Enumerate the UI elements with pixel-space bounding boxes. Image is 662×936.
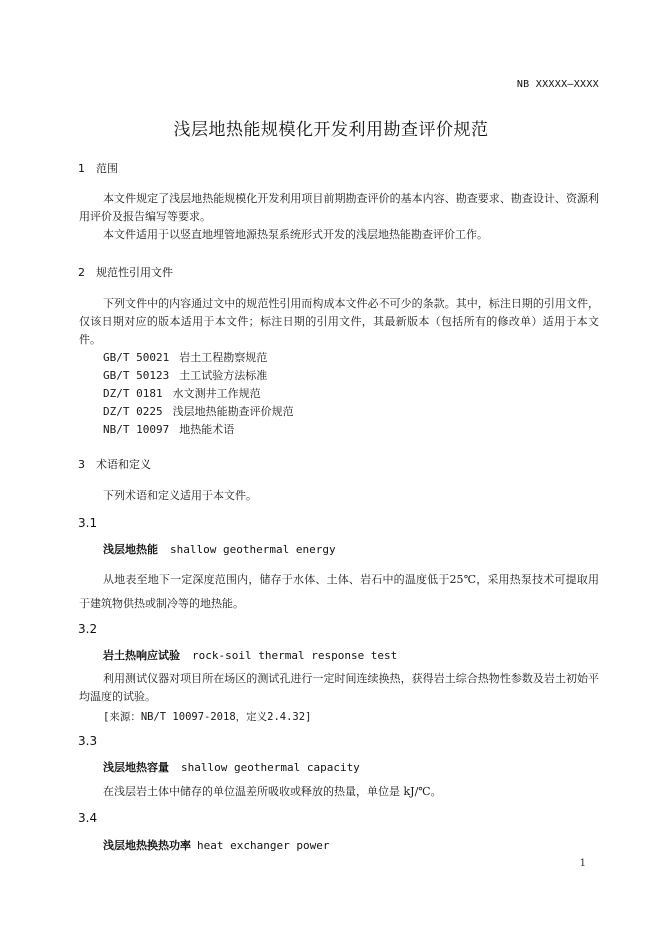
section-number: 3 <box>78 458 85 471</box>
reference-code: DZ/T 0181 <box>103 387 163 400</box>
term-chinese: 浅层地热容量 <box>103 761 169 774</box>
standard-code: NB XXXXX—XXXX <box>516 79 599 90</box>
term-3-1-definition: 从地表至地下一定深度范围内，储存于水体、土体、岩石中的温度低于25℃，采用热泵技术可提取用于建筑物供热或制冷等的地热能。 <box>79 573 599 610</box>
reference-code: GB/T 50021 <box>103 351 170 364</box>
scope-paragraph-2: 本文件适用于以竖直地埋管地源热泵系统形式开发的浅层地热能勘查评价工作。 <box>103 228 488 241</box>
section-title: 规范性引用文件 <box>96 266 173 279</box>
reference-name: 地热能术语 <box>179 423 235 436</box>
section-title: 术语和定义 <box>96 458 151 471</box>
normative-refs-intro: 下列文件中的内容通过文中的规范性引用而构成本文件必不可少的条款。其中，标注日期的引用文件，仅该日期对应的版本适用于本文件；标注日期的引用文件，其最新版本（包括所有的修改单）适用于本文件。 <box>79 297 599 346</box>
term-3-4 <box>103 837 329 853</box>
term-3-4-number: 3.4 <box>78 811 98 825</box>
reference-code: NB/T 10097 <box>103 423 170 436</box>
section-title: 范围 <box>96 162 118 175</box>
section-2-heading <box>78 264 173 280</box>
term-english: rock-soil thermal response test <box>192 649 398 662</box>
reference-item <box>103 349 267 365</box>
reference-item <box>103 403 294 419</box>
term-chinese: 岩土热响应试验 <box>103 649 180 662</box>
term-3-3-definition: 在浅层岩土体中储存的单位温差所吸收或释放的热量，单位是 kJ/℃。 <box>103 785 442 798</box>
term-3-1 <box>103 541 336 557</box>
term-3-1-number: 3.1 <box>78 516 98 530</box>
terms-intro: 下列术语和定义适用于本文件。 <box>103 489 257 502</box>
reference-name: 土工试验方法标准 <box>179 369 268 382</box>
term-3-3-number: 3.3 <box>78 734 98 748</box>
scope-paragraph-1: 本文件规定了浅层地热能规模化开发利用项目前期勘查评价的基本内容、勘查要求、勘查设计、资源利用评价及报告编写等要求。 <box>79 192 599 223</box>
reference-code: GB/T 50123 <box>103 369 170 382</box>
term-english: shallow geothermal energy <box>170 543 336 556</box>
term-chinese: 浅层地热换热功率 <box>103 839 191 852</box>
term-chinese: 浅层地热能 <box>103 543 158 556</box>
reference-name: 浅层地热能勘查评价规范 <box>172 405 294 418</box>
reference-item <box>103 367 267 383</box>
reference-name: 水文测井工作规范 <box>172 387 261 400</box>
reference-code: DZ/T 0225 <box>103 405 163 418</box>
term-english: shallow geothermal capacity <box>181 761 360 774</box>
section-1-heading <box>78 160 118 176</box>
page-number: 1 <box>579 858 586 869</box>
term-3-2 <box>103 647 397 663</box>
term-3-2-number: 3.2 <box>78 622 98 636</box>
section-number: 1 <box>78 162 85 175</box>
term-english: heat exchanger power <box>197 839 330 852</box>
reference-item <box>103 385 261 401</box>
term-3-2-source: [来源：NB/T 10097-2018，定义2.4.32] <box>103 711 312 723</box>
term-3-2-definition: 利用测试仪器对项目所在场区的测试孔进行一定时间连续换热，获得岩土综合热物性参数及岩土初始平均温度的试验。 <box>79 672 599 703</box>
section-number: 2 <box>78 266 85 279</box>
section-3-heading <box>78 456 151 472</box>
reference-item <box>103 421 234 437</box>
term-3-3 <box>103 759 360 775</box>
document-title: 浅层地热能规模化开发利用勘查评价规范 <box>173 120 489 140</box>
reference-name: 岩土工程勘察规范 <box>179 351 268 364</box>
